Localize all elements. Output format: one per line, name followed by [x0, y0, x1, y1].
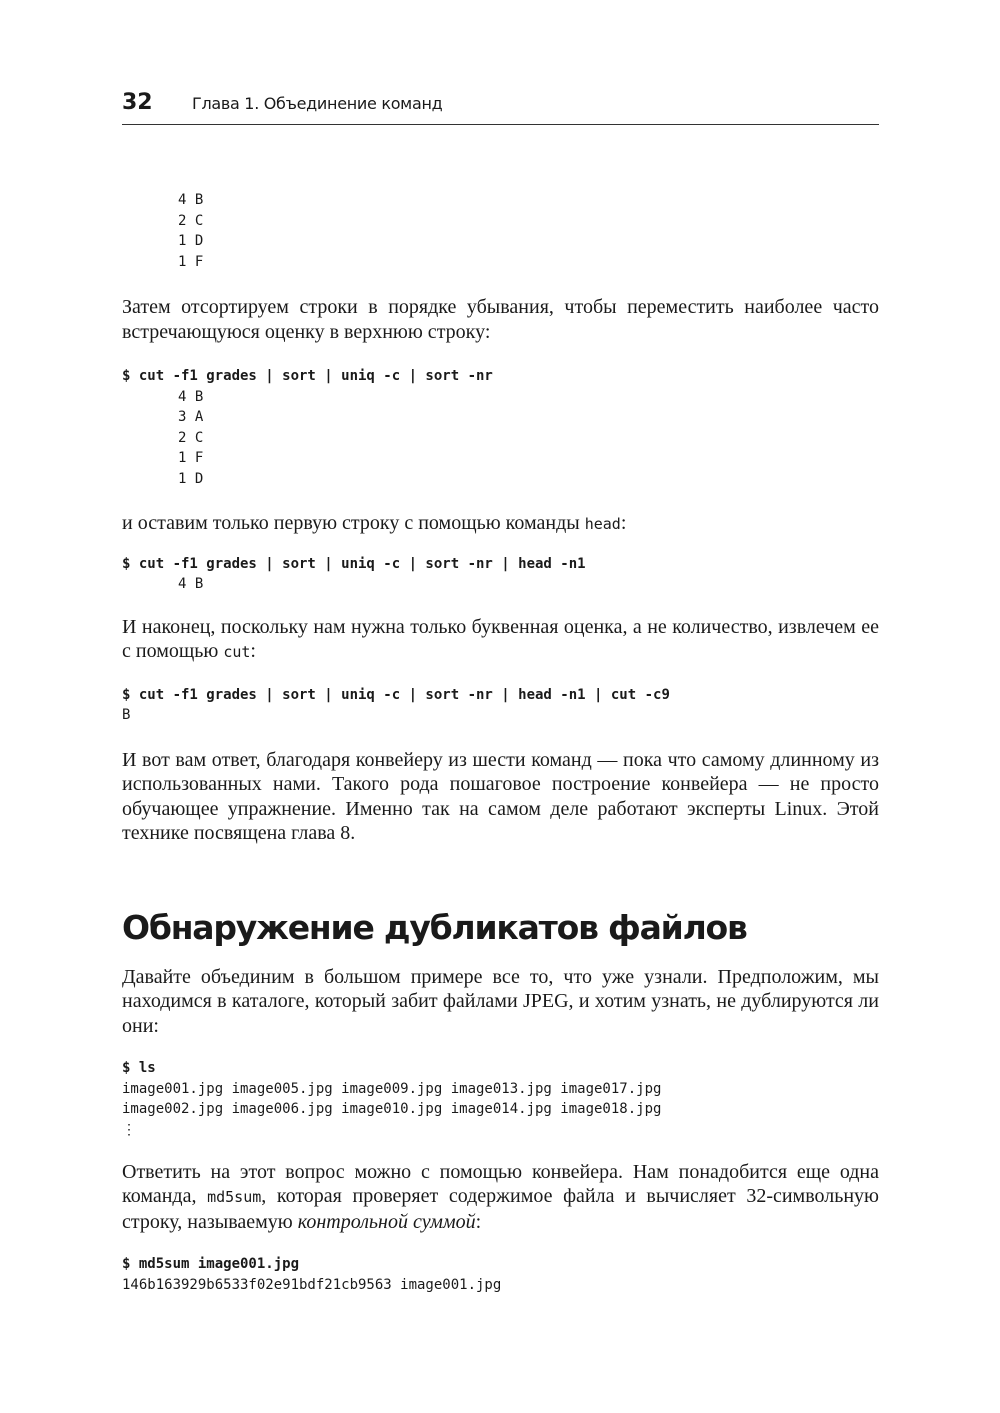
- paragraph-text: Ответить на этот вопрос можно с помощью конвейера. Нам понадобится еще одна команда,: [122, 1160, 879, 1207]
- code-line: 4 B: [178, 576, 204, 592]
- page-content: [122, 190, 879, 1295]
- code-block: [122, 1254, 879, 1295]
- code-line: image001.jpg image005.jpg image009.jpg image013.jpg image017.jpg: [122, 1080, 662, 1097]
- code-line: 2 C: [178, 429, 204, 446]
- paragraph-text: :: [475, 1210, 482, 1233]
- paragraph-text: , которая проверяет содержимое файла и вычисляет 32-символьную строку, называемую: [122, 1185, 879, 1233]
- code-line: 146b163929b6533f02e91bdf21cb9563 image001.jpg: [122, 1276, 502, 1293]
- inline-code: head: [584, 515, 621, 533]
- paragraph-text: И наконец, поскольку нам нужна только буквенная оценка, а не количество, извлечем ее с помощью: [122, 615, 879, 662]
- code-line: 2 C: [178, 212, 204, 229]
- code-line: 3 A: [178, 409, 204, 425]
- code-command: $ md5sum image001.jpg: [122, 1256, 300, 1272]
- code-command: $ ls: [122, 1060, 156, 1076]
- code-block: [122, 366, 879, 489]
- code-line: 1 D: [178, 470, 204, 487]
- section-heading: Обнаружение дубликатов файлов: [122, 907, 747, 947]
- vertical-ellipsis: ⋮: [122, 1121, 136, 1138]
- paragraph: Затем отсортируем строки в порядке убывания, чтобы переместить наиболее часто встречающуюся оценку в верхнюю строку:: [122, 296, 879, 343]
- code-line: 4 B: [178, 388, 204, 405]
- paragraph-text: :: [250, 640, 256, 662]
- paragraph: [122, 511, 879, 537]
- code-block: [122, 554, 879, 595]
- code-command: $ cut -f1 grades | sort | uniq -c | sort -nr: [122, 368, 493, 384]
- paragraph: [122, 615, 879, 665]
- code-line: image002.jpg image006.jpg image010.jpg image014.jpg image018.jpg: [122, 1101, 662, 1117]
- inline-code: md5sum: [207, 1188, 262, 1206]
- paragraph: Давайте объединим в большом примере все то, что уже узнали. Предположим, мы находимся в каталоге, который забит файлами JPEG, и хотим узнать, не дублируются ли они:: [122, 965, 879, 1037]
- code-line: 1 F: [178, 253, 204, 270]
- emphasis-term: контрольной суммой: [297, 1210, 476, 1233]
- running-head: Глава 1. Объединение команд: [192, 94, 443, 113]
- code-line: 1 D: [178, 233, 204, 249]
- code-line: B: [122, 707, 131, 723]
- code-line: 1 F: [178, 450, 204, 466]
- paragraph: [122, 1160, 879, 1235]
- code-block: [122, 1058, 879, 1120]
- page-number: 32: [122, 90, 153, 115]
- paragraph-text: и оставим только первую строку с помощью команды: [122, 512, 585, 534]
- page-header: [122, 88, 879, 125]
- paragraph: И вот вам ответ, благодаря конвейеру из шести команд — пока что самому длинному из использованных нами. Такого рода пошаговое построение конвейера — не просто обучающее упражнение. Именно так на самом деле работают эксперты Linux. Этой технике посвящена глава 8.: [122, 748, 879, 844]
- paragraph-text: :: [620, 512, 627, 534]
- code-output-block: [122, 190, 879, 272]
- inline-code: cut: [223, 643, 251, 661]
- code-block: [122, 685, 879, 726]
- code-command: $ cut -f1 grades | sort | uniq -c | sort -nr | head -n1: [122, 555, 586, 572]
- code-line: 4 B: [178, 192, 204, 208]
- code-command: $ cut -f1 grades | sort | uniq -c | sort -nr | head -n1 | cut -c9: [122, 686, 670, 703]
